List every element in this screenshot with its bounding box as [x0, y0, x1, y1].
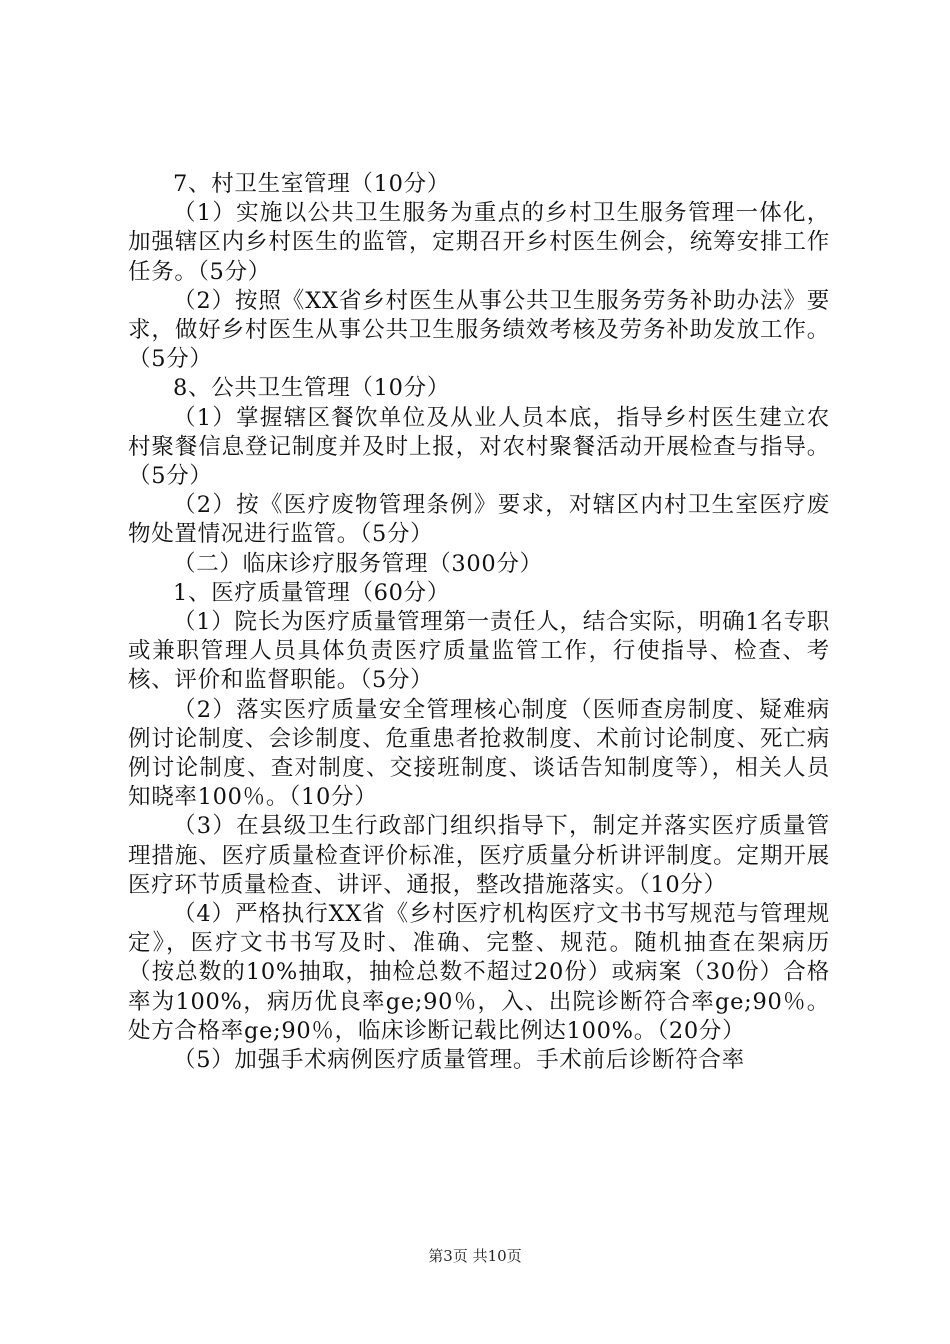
paragraph-medical-records: （4）严格执行XX省《乡村医疗机构医疗文书书写规范与管理规定》，医疗文书书写及时、准确、完整、规范。随机抽查在架病历（按总数的10%抽取，抽检总数不超过20份）或病案（30份）合格率为100%，病历优良率ge;90％，入、出院诊断符合率ge;90％。处方合格率ge;90％，临床诊断记载比例达100%。（20分）	[128, 901, 830, 1044]
paragraph-labor-subsidy: （2）按照《XX省乡村医生从事公共卫生服务劳务补助办法》要求，做好乡村医生从事公共卫生服务绩效考核及劳务补助发放工作。（5分）	[128, 287, 830, 373]
paragraph-director-responsibility: （1）院长为医疗质量管理第一责任人，结合实际，明确1名专职或兼职管理人员具体负责医疗质量监管工作，行使指导、检查、考核、评价和监督职能。（5分）	[128, 609, 830, 694]
paragraph-rural-dining: （1）掌握辖区餐饮单位及从业人员本底，指导乡村医生建立农村聚餐信息登记制度并及时上报，对农村聚餐活动开展检查与指导。（5分）	[128, 404, 830, 490]
paragraph-integration-management: （1）实施以公共卫生服务为重点的乡村卫生服务管理一体化，加强辖区内乡村医生的监管，定期召开乡村医生例会，统筹安排工作任务。（5分）	[128, 200, 830, 285]
section-heading-clinical-services: （二）临床诊疗服务管理（300分）	[173, 550, 543, 577]
document-body	[128, 170, 830, 1075]
page-number-label: 第3页 共10页	[428, 1247, 522, 1265]
paragraph-quality-measures: （3）在县级卫生行政部门组织指导下，制定并落实医疗质量管理措施、医疗质量检查评价标准，医疗质量分析讲评制度。定期开展医疗环节质量检查、讲评、通报，整改措施落实。（10分）	[128, 813, 830, 898]
section-heading-quality-management: 1、医疗质量管理（60分）	[173, 579, 451, 606]
page-footer	[0, 1246, 950, 1266]
paragraph-surgical-quality: （5）加强手术病例医疗质量管理。手术前后诊断符合率	[173, 1047, 745, 1074]
paragraph-medical-waste: （2）按《医疗废物管理条例》要求，对辖区内村卫生室医疗废物处置情况进行监管。（5分）	[128, 492, 830, 548]
section-heading-village-clinic: 7、村卫生室管理（10分）	[173, 171, 451, 197]
section-heading-public-health: 8、公共卫生管理（10分）	[173, 375, 451, 402]
paragraph-core-systems: （2）落实医疗质量安全管理核心制度（医师查房制度、疑难病例讨论制度、会诊制度、危重患者抢救制度、术前讨论制度、死亡病例讨论制度、查对制度、交接班制度、谈话告知制度等），相关人员知晓率100％。（10分）	[128, 696, 830, 811]
